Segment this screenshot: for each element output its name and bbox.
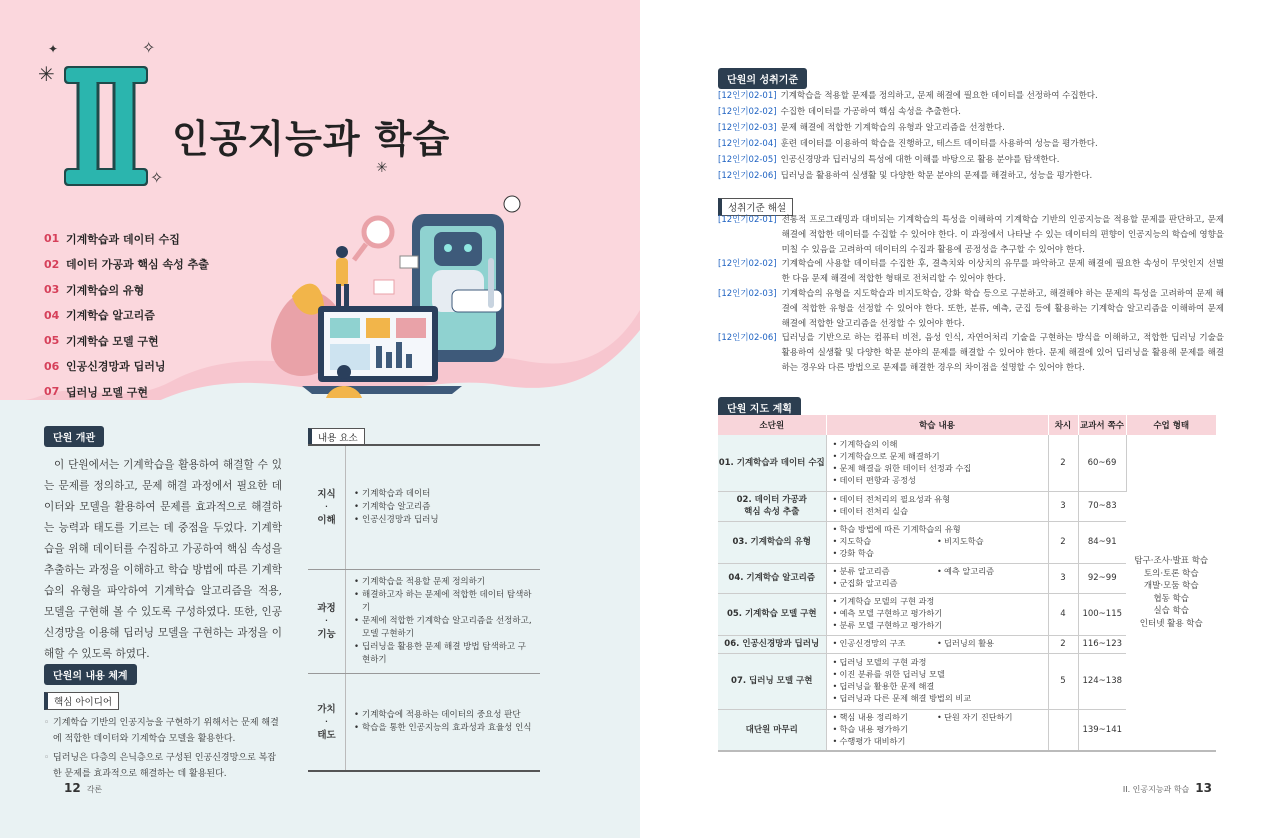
plan-content-item: • 기계학습으로 문제 해결하기 [833, 451, 1042, 463]
standards-list [718, 88, 1218, 184]
class-form-item: 탐구·조사·발표 학습 [1134, 556, 1209, 566]
plan-pages: 124~138 [1078, 653, 1126, 709]
standard-text: 훈련 데이터를 이용하여 학습을 진행하고, 테스트 데이터를 사용하여 성능을 평가한다. [780, 139, 1098, 149]
explanation-text: 기계학습의 유형을 지도학습과 비지도학습, 강화 학습 등으로 구분하고, 해결해야 하는 문제의 특성을 고려하여 문제 해결에 적합한 유형을 선정할 수 있어야 한다. 또한, 분류, 예측, 군집 등에 활용하는 기계학습 알고리즘을 이해하여 문제 해결에 적합한 알고리즘을 선정할 수 있어야 한다. [781, 288, 1224, 329]
elements-item: • 기계학습을 적용할 문제 정의하기 [354, 576, 532, 589]
elements-item: • 기계학습에 적용하는 데이터의 중요성 판단 [354, 709, 532, 722]
elements-head: 지식 · 이해 [308, 446, 346, 569]
plan-content-item: • 딥러닝과 다른 문제 해결 방법의 비교 [833, 693, 1042, 705]
plan-content-item: • 학습 내용 평가하기 [833, 724, 1042, 736]
plan-unit: 05. 기계학습 모델 구현 [718, 593, 826, 635]
plan-content-item: • 분류 알고리즘 [833, 566, 938, 578]
plan-unit: 01. 기계학습과 데이터 수집 [718, 435, 826, 491]
plan-header-row [718, 415, 1216, 435]
elements-head-line: 가치 [317, 703, 336, 715]
toc-num: 07 [44, 385, 60, 399]
standard-item [718, 104, 1218, 120]
elements-head: 과정 · 기능 [308, 570, 346, 673]
overview-tag: 단원 개관 [44, 426, 104, 447]
plan-unit-line: 핵심 속성 추출 [744, 507, 800, 517]
plan-content [826, 563, 1048, 593]
star-small-icon: ✦ [48, 42, 59, 56]
plan-pages: 60~69 [1078, 435, 1126, 491]
explanation-code: [12인기02-06] [718, 333, 777, 344]
explanation-text: 딥러닝을 기반으로 하는 컴퓨터 비전, 음성 인식, 자연어처리 기술을 구현하는 방식을 이해하고, 적합한 딥러닝 기술을 활용하여 실생활 및 다양한 학문 분야의 문제를 해결할 수 있어야 한다. 문제 해결에 있어 딥러닝을 활용해 문제를 해결하는 경우와 다른 방법으로 문제를 해결한 경우의 차이점을 설명할 수 있어야 한다. [781, 333, 1224, 373]
standards-tag: 단원의 성취기준 [718, 68, 807, 89]
overview-section [44, 426, 282, 665]
core-idea-item: ◦ 기계학습 기반의 인공지능을 구현하기 위해서는 문제 해결에 적합한 데이터와 기계학습 모델을 활용한다. [44, 716, 282, 747]
plan-hours: 3 [1048, 563, 1078, 593]
elements-body [346, 446, 540, 569]
plan-content [826, 653, 1048, 709]
toc-item[interactable] [44, 303, 209, 329]
plan-content-item: • 인공신경망의 구조 [833, 638, 938, 650]
explanation-item [718, 213, 1224, 257]
plan-unit: 03. 기계학습의 유형 [718, 521, 826, 563]
plan-unit: 07. 딥러닝 모델 구현 [718, 653, 826, 709]
standard-item [718, 152, 1218, 168]
toc-list [44, 226, 209, 405]
right-page-number [1123, 781, 1212, 795]
elements-item: • 학습을 통한 인공지능의 효과성과 효율성 인식 [354, 722, 532, 735]
elements-body [346, 570, 540, 673]
sparkle-icon: ✳ [38, 62, 55, 86]
elements-body [346, 674, 540, 770]
standard-text: 인공신경망과 딥러닝의 특성에 대한 이해를 바탕으로 활용 분야를 탐색한다. [780, 155, 1060, 165]
elements-head-line: 과정 [317, 603, 336, 614]
elements-head-line: 태도 [317, 729, 336, 741]
star-icon: ✧ [142, 38, 156, 57]
explanation-item [718, 257, 1224, 287]
plan-content-item: • 분류 모델 구현하고 평가하기 [833, 620, 1042, 632]
elements-head: 가치 · 태도 [308, 674, 346, 770]
standard-item [718, 120, 1218, 136]
plan-content [826, 635, 1048, 653]
plan-content-item: • 데이터 전처리 실습 [833, 506, 1042, 518]
elements-item: • 해결하고자 하는 문제에 적합한 데이터 탐색하기 [354, 589, 532, 615]
toc-item[interactable] [44, 277, 209, 303]
standard-code: [12인기02-03] [718, 123, 777, 133]
plan-content [826, 435, 1048, 491]
standard-item [718, 136, 1218, 152]
elements-item: • 문제에 적합한 기계학습 알고리즘을 선정하고, 모델 구현하기 [354, 615, 532, 641]
plan-content-item: • 데이터 전처리의 필요성과 유형 [833, 494, 1042, 506]
standard-code: [12인기02-06] [718, 171, 777, 181]
explanation-code: [12인기02-02] [718, 259, 777, 270]
toc-label: 기계학습 모델 구현 [66, 334, 159, 348]
elements-head-line: 기능 [317, 629, 336, 640]
toc-num: 02 [44, 257, 60, 271]
standard-item [718, 168, 1218, 184]
plan-header: 소단원 [718, 415, 826, 435]
ai-illustration [262, 186, 542, 416]
elements-item: • 기계학습 알고리즘 [354, 501, 532, 514]
page-number: 12 [64, 781, 81, 795]
toc-item[interactable] [44, 379, 209, 405]
plan-content [826, 491, 1048, 521]
elements-item: • 인공신경망과 딥러닝 [354, 514, 532, 527]
plan-content [826, 521, 1048, 563]
explanation-text: 기계학습에 사용할 데이터를 수집한 후, 결측치와 이상치의 유무를 파악하고 문제 해결에 필요한 속성이 무엇인지 선별한 다음 문제 해결에 적합한 형태로 전처리할 수 있어야 한다. [781, 259, 1224, 285]
plan-hours: 2 [1048, 435, 1078, 491]
plan-content [826, 593, 1048, 635]
standard-text: 문제 해결에 적합한 기계학습의 유형과 알고리즘을 선정한다. [780, 123, 1005, 133]
explanation-text: 전통적 프로그래밍과 대비되는 기계학습의 특성을 이해하여 기계학습 기반의 인공지능을 적용할 문제를 판단하고, 문제 해결에 적합한 데이터를 수집할 수 있어야 한다. 이 과정에서 나타날 수 있는 데이터의 편향이 인공지능의 학습에 영향을 미칠 수 있음을 고려하여 데이터의 수집과 활용에 공정성을 추구할 수 있어야 한다. [781, 215, 1224, 255]
elements-row [308, 570, 540, 674]
right-page [640, 0, 1280, 838]
elements-row [308, 446, 540, 570]
plan-content-pair [833, 566, 1042, 578]
plan-content-item: • 학습 방법에 따른 기계학습의 유형 [833, 524, 1042, 536]
elements-table [308, 444, 540, 772]
explanation-code: [12인기02-03] [718, 288, 777, 299]
standard-text: 기계학습을 적용할 문제를 정의하고, 문제 해결에 필요한 데이터를 선정하여 수집한다. [780, 91, 1098, 101]
plan-content-item: • 군집화 알고리즘 [833, 578, 1042, 590]
plan-content-item: • 강화 학습 [833, 548, 1042, 560]
toc-num: 03 [44, 283, 60, 297]
plan-pages: 92~99 [1078, 563, 1126, 593]
elements-head-line: 이해 [317, 515, 336, 526]
toc-label: 기계학습과 데이터 수집 [66, 232, 180, 246]
elements-tag-wrap [308, 426, 365, 446]
overview-text: 이 단원에서는 기계학습을 활용하여 해결할 수 있는 문제를 정의하고, 문제 해결 과정에서 필요한 데이터와 모델을 활용하여 문제를 효과적으로 해결하는 능력과 태도를 기르는 데 중점을 두었다. 기계학습을 위해 데이터를 수집하고 가공하여 핵심 속성을 추출하는 과정을 이해하고 학습 방법에 따른 기계학습의 유형을 파악하여 기계학습 알고리즘을 적용, 모델을 구현해 볼 수 있도록 구성하였다. 또한, 인공신경망을 이용해 딥러닝 모델을 구현하는 과정을 이해할 수 있도록 하였다. [44, 459, 282, 660]
toc-item[interactable] [44, 354, 209, 380]
plan-content-item: • 데이터 편향과 공정성 [833, 475, 1042, 487]
standard-text: 수집한 데이터를 가공하여 핵심 속성을 추출한다. [780, 107, 962, 117]
plan-pages: 116~123 [1078, 635, 1126, 653]
standard-code: [12인기02-05] [718, 155, 777, 165]
plan-content-item: • 문제 해결을 위한 데이터 선정과 수집 [833, 463, 1042, 475]
elements-tag: 내용 요소 [308, 428, 365, 446]
class-form-item: 토의·토론 학습 [1143, 568, 1199, 579]
plan-table [718, 415, 1216, 752]
plan-content-pair [833, 638, 1042, 650]
plan-content-item: • 이진 분류를 위한 딥러닝 모델 [833, 669, 1042, 681]
toc-label: 인공신경망과 딥러닝 [66, 360, 166, 374]
explanation-tag: 성취기준 해설 [718, 198, 793, 216]
toc-label: 데이터 가공과 핵심 속성 추출 [66, 258, 209, 272]
core-idea-tag: 핵심 아이디어 [44, 692, 119, 710]
standard-code: [12인기02-04] [718, 139, 777, 149]
plan-pages: 70~83 [1078, 491, 1126, 521]
plan-content-item: • 딥러닝을 활용한 문제 해결 [833, 681, 1042, 693]
explanation-item [718, 331, 1224, 375]
plan-content-item: • 예측 알고리즘 [937, 566, 1042, 578]
toc-label: 기계학습의 유형 [66, 283, 145, 297]
toc-num: 05 [44, 334, 60, 348]
standard-text: 딥러닝을 활용하여 실생활 및 다양한 학문 분야의 문제를 해결하고, 성능을 평가한다. [780, 171, 1093, 181]
content-system-section [44, 664, 282, 786]
toc-num: 06 [44, 359, 60, 373]
toc-label: 기계학습 알고리즘 [66, 309, 155, 323]
elements-item: • 기계학습과 데이터 [354, 488, 532, 501]
plan-content-item: • 수행평가 대비하기 [833, 736, 1042, 748]
chapter-numeral-icon [60, 62, 152, 190]
plan-content-pair [833, 536, 1042, 548]
toc-item[interactable] [44, 252, 209, 278]
explanation-code: [12인기02-01] [718, 215, 777, 225]
sparkle-icon-2: ✳ [376, 160, 388, 176]
plan-hours: 5 [1048, 653, 1078, 709]
plan-content-item: • 딥러닝 모델의 구현 과정 [833, 657, 1042, 669]
core-idea-list [44, 716, 282, 782]
class-form-item: 실습 학습 [1153, 606, 1190, 616]
page-number: 13 [1195, 781, 1212, 795]
plan-row [718, 435, 1216, 491]
toc-num: 01 [44, 232, 60, 246]
standard-code: [12인기02-02] [718, 107, 777, 117]
plan-header: 수업 형태 [1126, 415, 1216, 435]
plan-hours: 3 [1048, 491, 1078, 521]
class-form-item: 인터넷 활용 학습 [1139, 618, 1203, 629]
plan-unit: 06. 인공신경망과 딥러닝 [718, 635, 826, 653]
explanation-item [718, 287, 1224, 331]
class-form-item: 개발·모둠 학습 [1143, 581, 1199, 591]
left-page-number [64, 781, 102, 795]
plan-hours: 4 [1048, 593, 1078, 635]
toc-item[interactable] [44, 226, 209, 252]
plan-content [826, 709, 1048, 751]
plan-hours [1048, 709, 1078, 751]
plan-content-item: • 기계학습의 이해 [833, 439, 1042, 451]
plan-tag: 단원 지도 계획 [718, 397, 801, 418]
plan-header: 차시 [1048, 415, 1078, 435]
page-label: 각론 [86, 785, 103, 794]
star-icon-2: ✧ [150, 168, 164, 187]
plan-unit-line: 02. 데이터 가공과 [736, 495, 807, 505]
plan-content-item: • 단원 자기 진단하기 [937, 712, 1042, 724]
elements-item: • 딥러닝을 활용한 문제 해결 방법 탐색하고 구현하기 [354, 641, 532, 667]
plan-content-item: • 기계학습 모델의 구현 과정 [833, 596, 1042, 608]
plan-pages: 100~115 [1078, 593, 1126, 635]
plan-hours: 2 [1048, 635, 1078, 653]
plan-unit: 04. 기계학습 알고리즘 [718, 563, 826, 593]
toc-label: 딥러닝 모델 구현 [66, 385, 149, 399]
core-idea-item: ◦ 딥러닝은 다층의 은닉층으로 구성된 인공신경망으로 복잡한 문제를 효과적으로 해결하는 데 활용된다. [44, 751, 282, 782]
plan-pages: 84~91 [1078, 521, 1126, 563]
plan-content-item: • 예측 모델 구현하고 평가하기 [833, 608, 1042, 620]
plan-content-pair [833, 712, 1042, 724]
plan-header: 학습 내용 [826, 415, 1048, 435]
standards-tag-wrap [718, 68, 807, 89]
plan-content-item: • 비지도학습 [937, 536, 1042, 548]
chapter-title: 인공지능과 학습 [172, 117, 451, 161]
class-forms [1126, 435, 1216, 751]
plan-unit: 대단원 마무리 [718, 709, 826, 751]
plan-content-item: • 지도학습 [833, 536, 938, 548]
plan-unit [718, 491, 826, 521]
standard-item [718, 88, 1218, 104]
plan-hours: 2 [1048, 521, 1078, 563]
plan-content-item: • 핵심 내용 정리하기 [833, 712, 938, 724]
explanation-list [718, 213, 1224, 376]
standard-code: [12인기02-01] [718, 91, 777, 101]
plan-header: 교과서 쪽수 [1078, 415, 1126, 435]
plan-pages: 139~141 [1078, 709, 1126, 751]
page-label: II. 인공지능과 학습 [1122, 785, 1190, 794]
elements-row [308, 674, 540, 770]
class-form-item: 협동 학습 [1153, 593, 1190, 604]
plan-content-item: • 딥러닝의 활용 [937, 638, 1042, 650]
elements-head-line: 지식 [317, 489, 336, 500]
content-system-tag: 단원의 내용 체계 [44, 664, 137, 685]
toc-item[interactable] [44, 328, 209, 354]
toc-num: 04 [44, 308, 60, 322]
